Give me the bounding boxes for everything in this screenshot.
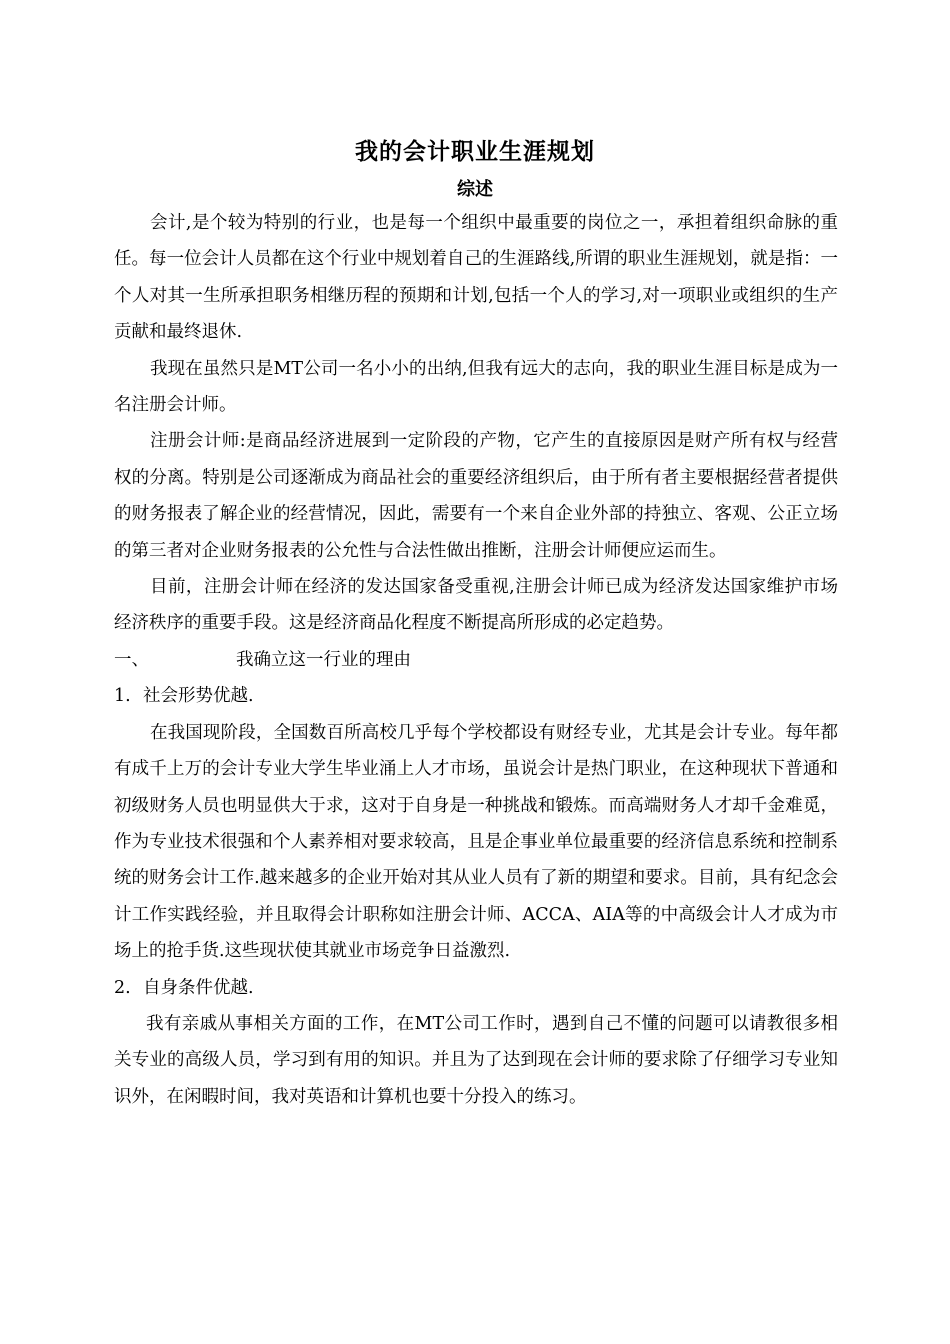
paragraph-goal: 我现在虽然只是MT公司一名小小的出纳,但我有远大的志向，我的职业生涯目标是成为一名注册会计师。 (114, 358, 838, 416)
list-item-2 (114, 970, 838, 1006)
list-item-1 (114, 678, 838, 714)
list-item-number: 1. (114, 686, 131, 707)
paragraph-personal-conditions: 我有亲戚从事相关方面的工作，在MT公司工作时，遇到自己不懂的问题可以请教很多相关专业的高级人员，学习到有用的知识。并且为了达到现在会计师的要求除了仔细学习专业知识外，在闲暇时间，我对英语和计算机也要十分投入的练习。 (114, 1013, 838, 1107)
paragraph-social-situation: 在我国现阶段，全国数百所高校几乎每个学校都设有财经专业，尤其是会计专业。每年都有成千上万的会计专业大学生毕业涌上人才市场，虽说会计是热门职业，在这种现状下普通和初级财务人员也明显供大于求，这对于自身是一种挑战和锻炼。而高端财务人才却千金难觅，作为专业技术很强和个人素养相对要求较高，且是企事业单位最重要的经济信息系统和控制系统的财务会计工作.越来越多的企业开始对其从业人员有了新的期望和要求。目前，具有纪念会计工作实践经验，并且取得会计职称如注册会计师、ACCA、AIA等的中高级会计人才成为市场上的抢手货.这些现状使其就业市场竞争日益激烈. (114, 722, 838, 962)
paragraph-cpa-origin: 注册会计师:是商品经济进展到一定阶段的产物，它产生的直接原因是财产所有权与经营权的分离。特别是公司逐渐成为商品社会的重要经济组织后，由于所有者主要根据经营者提供的财务报表了解企业的经营情况，因此，需要有一个来自企业外部的持独立、客观、公正立场的第三者对企业财务报表的公允性与合法性做出推断，注册会计师便应运而生。 (114, 431, 838, 561)
section-title: 我确立这一行业的理由 (236, 649, 411, 670)
section-number: 一、 (114, 649, 149, 670)
paragraph-cpa-importance: 目前，注册会计师在经济的发达国家备受重视,注册会计师已成为经济发达国家维护市场经济秩序的重要手段。这是经济商品化程度不断提高所形成的必定趋势。 (114, 577, 838, 634)
document-title: 我的会计职业生涯规划 (355, 138, 595, 165)
document-subtitle: 综述 (457, 179, 493, 200)
document-body (114, 205, 838, 1115)
paragraph-intro: 会计,是个较为特别的行业，也是每一个组织中最重要的岗位之一，承担着组织命脉的重任。每一位会计人员都在这个行业中规划着自己的生涯路线,所谓的职业生涯规划，就是指：一个人对其一生所承担职务相继历程的预期和计划,包括一个人的学习,对一项职业或组织的生产贡献和最终退休. (114, 213, 838, 343)
section-heading (114, 642, 838, 678)
list-item-number: 2. (114, 977, 131, 998)
list-item-label: 社会形势优越. (143, 686, 254, 707)
list-item-label: 自身条件优越. (143, 977, 254, 998)
